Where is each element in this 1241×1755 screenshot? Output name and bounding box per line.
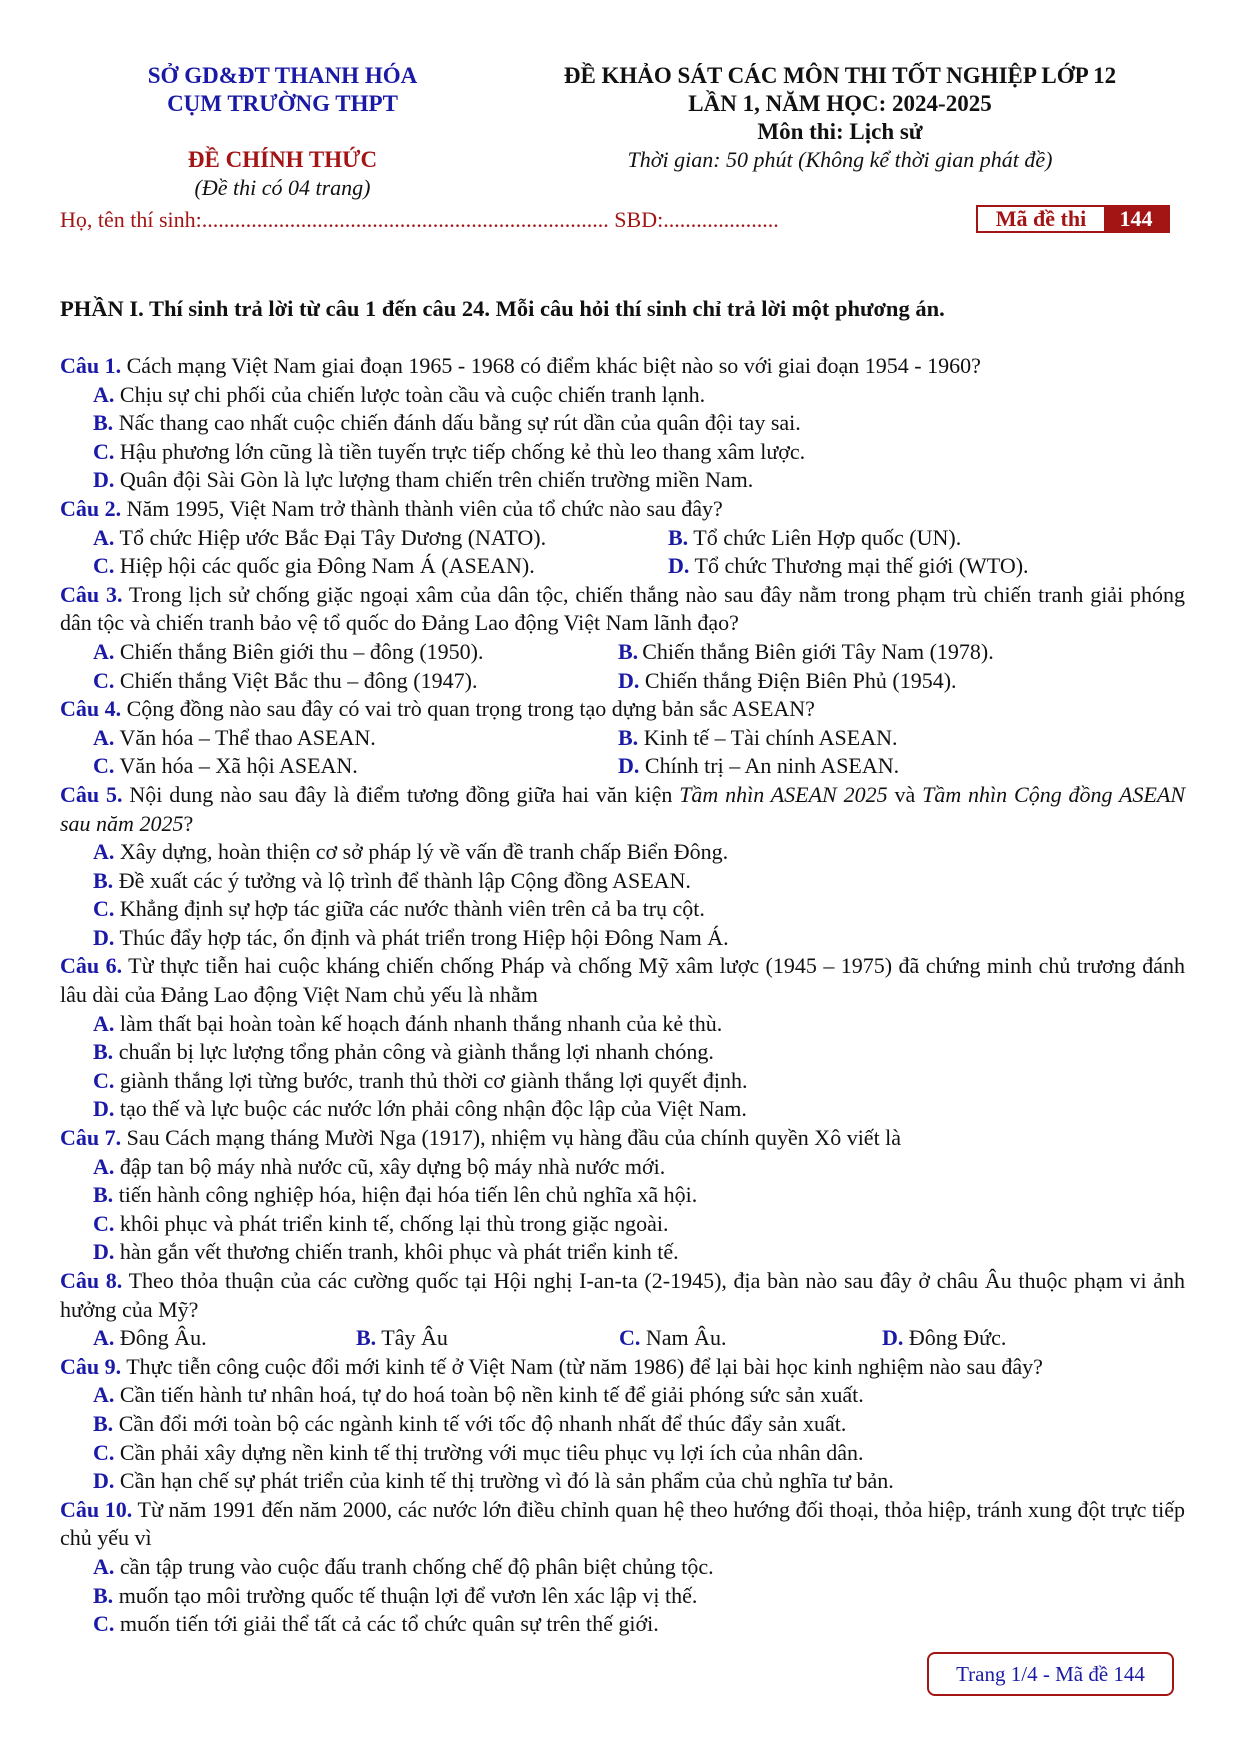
question-stem: Từ năm 1991 đến năm 2000, các nước lớn điều chỉnh quan hệ theo hướng đối thoại, thỏa hiệp, tránh xung đột trực tiếp chủ yếu vì [60,1496,1185,1551]
option-a: A. Chịu sự chi phối của chiến lược toàn cầu và cuộc chiến tranh lạnh. [93,381,706,407]
question-9 [60,1353,1185,1496]
question-list [60,352,1185,1639]
exam-code-value: 144 [1104,207,1168,231]
option-d: D. Tổ chức Thương mại thế giới (WTO). [668,553,1029,579]
option-a: A. cần tập trung vào cuộc đấu tranh chống chế độ phân biệt chủng tộc. [93,1553,714,1579]
exam-code-box [976,205,1170,233]
question-number: Câu 5. [60,781,123,807]
question-7 [60,1124,1185,1267]
option-b: B. Nấc thang cao nhất cuộc chiến đánh dấu bằng sự rút dần của quân đội tay sai. [93,410,801,436]
option-d: D. Đông Đức. [882,1325,1007,1351]
option-a: A. Tổ chức Hiệp ước Bắc Đại Tây Dương (NATO). [93,524,547,550]
page-footer: Trang 1/4 - Mã đề 144 [927,1652,1174,1696]
option-b: B. Cần đổi mới toàn bộ các ngành kinh tế với tốc độ nhanh nhất để thúc đẩy sản xuất. [93,1410,847,1436]
option-d: D. Quân đội Sài Gòn là lực lượng tham chiến trên chiến trường miền Nam. [93,467,754,493]
option-b: B. Chiến thắng Biên giới Tây Nam (1978). [618,638,994,664]
pages-note: (Đề thi có 04 trang) [194,175,371,200]
question-number: Câu 10. [60,1496,133,1522]
candidate-line [60,207,779,233]
question-number: Câu 2. [60,495,122,521]
department-name: SỞ GD&ĐT THANH HÓA [147,63,418,88]
option-b: B. Đề xuất các ý tưởng và lộ trình để thành lập Cộng đồng ASEAN. [93,867,691,893]
option-c: C. Văn hóa – Xã hội ASEAN. [93,753,358,779]
question-stem: Theo thỏa thuận của các cường quốc tại Hội nghị I-an-ta (2-1945), địa bàn nào sau đây ở châu Âu thuộc phạm vi ảnh hưởng của Mỹ? [60,1268,1186,1322]
option-c: C. Hiệp hội các quốc gia Đông Nam Á (ASEAN). [93,553,535,579]
official-label: ĐỀ CHÍNH THỨC [187,147,378,172]
question-2 [60,495,1185,581]
option-b: B. Tây Âu [356,1325,448,1351]
option-c: C. Khẳng định sự hợp tác giữa các nước thành viên trên cả ba trụ cột. [93,896,705,922]
section-title: PHẦN I. Thí sinh trả lời từ câu 1 đến câu 24. Mỗi câu hỏi thí sinh chỉ trả lời một phương án. [60,296,945,321]
exam-code-label: Mã đề thi [995,206,1087,231]
question-number: Câu 7. [60,1125,122,1151]
question-stem: Cách mạng Việt Nam giai đoạn 1965 - 1968 có điểm khác biệt nào so với giai đoạn 1954 - 1960? [126,353,981,378]
option-a: A. đập tan bộ máy nhà nước cũ, xây dựng bộ máy nhà nước mới. [93,1153,666,1179]
option-a: A. Văn hóa – Thể thao ASEAN. [93,724,376,750]
option-c: C. Nam Âu. [619,1325,727,1351]
exam-subject: Môn thi: Lịch sử [757,119,923,144]
question-number: Câu 6. [60,953,123,979]
question-number: Câu 9. [60,1353,122,1379]
option-d: D. Chính trị – An ninh ASEAN. [618,753,900,779]
question-number: Câu 4. [60,696,122,722]
question-number: Câu 8. [60,1268,123,1293]
question-3 [60,581,1185,695]
option-b: B. Kinh tế – Tài chính ASEAN. [618,724,898,750]
question-stem: Năm 1995, Việt Nam trở thành thành viên của tổ chức nào sau đây? [126,495,723,521]
cluster-name: CỤM TRƯỜNG THPT [167,91,398,116]
option-c: C. Cần phải xây dựng nền kinh tế thị trường với mục tiêu phục vụ lợi ích của nhân dân. [93,1439,864,1465]
option-a: A. Xây dựng, hoàn thiện cơ sở pháp lý về vấn đề tranh chấp Biển Đông. [93,839,729,865]
question-number: Câu 3. [60,581,123,607]
option-d: D. Thúc đẩy hợp tác, ổn định và phát triển trong Hiệp hội Đông Nam Á. [93,924,729,950]
question-6 [60,952,1185,1124]
question-5 [60,781,1185,953]
candidate-name-dots: .......................................................................... [201,207,609,232]
option-d: D. tạo thế và lực buộc các nước lớn phải công nhận độc lập của Việt Nam. [93,1096,747,1122]
option-a: A. làm thất bại hoàn toàn kế hoạch đánh nhanh thắng nhanh của kẻ thù. [93,1010,723,1036]
option-c: C. Hậu phương lớn cũng là tiền tuyến trực tiếp chống kẻ thù leo thang xâm lược. [93,438,806,464]
question-stem: Từ thực tiễn hai cuộc kháng chiến chống Pháp và chống Mỹ xâm lược (1945 – 1975) đã chứng minh chủ trương đánh lâu dài của Đảng Lao động Việt Nam chủ yếu là nhằm [60,953,1185,1008]
option-b: B. muốn tạo môi trường quốc tế thuận lợi để vươn lên xác lập vị thế. [93,1582,698,1608]
question-stem: Nội dung nào sau đây là điểm tương đồng giữa hai văn kiện Tầm nhìn ASEAN 2025 và Tầm nhìn Cộng đồng ASEAN sau năm 2025? [60,781,1186,836]
question-stem: Cộng đồng nào sau đây có vai trò quan trọng trong tạo dựng bản sắc ASEAN? [126,696,815,722]
option-d: D. Cần hạn chế sự phát triển của kinh tế thị trường vì đó là sản phẩm của chủ nghĩa tư bản. [93,1468,894,1494]
option-a: A. Cần tiến hành tư nhân hoá, tự do hoá toàn bộ nền kinh tế để giải phóng sức sản xuất. [93,1382,864,1408]
exam-round: LẦN 1, NĂM HỌC: 2024-2025 [688,91,992,116]
exam-time: Thời gian: 50 phút (Không kể thời gian phát đề) [627,147,1053,172]
option-d: D. hàn gắn vết thương chiến tranh, khôi phục và phát triển kinh tế. [93,1239,679,1265]
question-stem: Thực tiễn công cuộc đổi mới kinh tế ở Việt Nam (từ năm 1986) để lại bài học kinh nghiệm nào sau đây? [126,1353,1043,1379]
question-number: Câu 1. [60,353,122,378]
option-c: C. Chiến thắng Việt Bắc thu – đông (1947). [93,667,478,693]
sbd-label: SBD: [614,207,664,232]
option-c: C. khôi phục và phát triển kinh tế, chống lại thù trong giặc ngoài. [93,1210,669,1236]
exam-title: ĐỀ KHẢO SÁT CÁC MÔN THI TỐT NGHIỆP LỚP 12 [563,63,1117,88]
option-b: B. chuẩn bị lực lượng tổng phản công và giành thắng lợi nhanh chóng. [93,1039,714,1065]
question-4 [60,695,1185,781]
question-1 [60,352,1185,495]
question-10 [60,1496,1185,1639]
question-stem: Sau Cách mạng tháng Mười Nga (1917), nhiệm vụ hàng đầu của chính quyền Xô viết là [126,1125,902,1151]
option-a: A. Chiến thắng Biên giới thu – đông (1950). [93,638,484,664]
candidate-name-label: Họ, tên thí sinh: [60,207,202,232]
question-stem: Trong lịch sử chống giặc ngoại xâm của dân tộc, chiến thắng nào sau đây nằm trong phạm trù chiến tranh giải phóng dân tộc và chiến tranh bảo vệ tổ quốc do Đảng Lao động Việt Nam lãnh đạo? [60,581,1186,636]
option-c: C. giành thắng lợi từng bước, tranh thủ thời cơ giành thắng lợi quyết định. [93,1067,748,1093]
option-b: B. tiến hành công nghiệp hóa, hiện đại hóa tiến lên chủ nghĩa xã hội. [93,1182,698,1208]
option-b: B. Tổ chức Liên Hợp quốc (UN). [668,524,962,550]
question-8 [60,1267,1185,1353]
option-d: D. Chiến thắng Điện Biên Phủ (1954). [618,667,957,693]
sbd-dots: ..................... [663,207,779,232]
option-c: C. muốn tiến tới giải thể tất cả các tổ chức quân sự trên thế giới. [93,1611,659,1637]
option-a: A. Đông Âu. [93,1325,207,1351]
